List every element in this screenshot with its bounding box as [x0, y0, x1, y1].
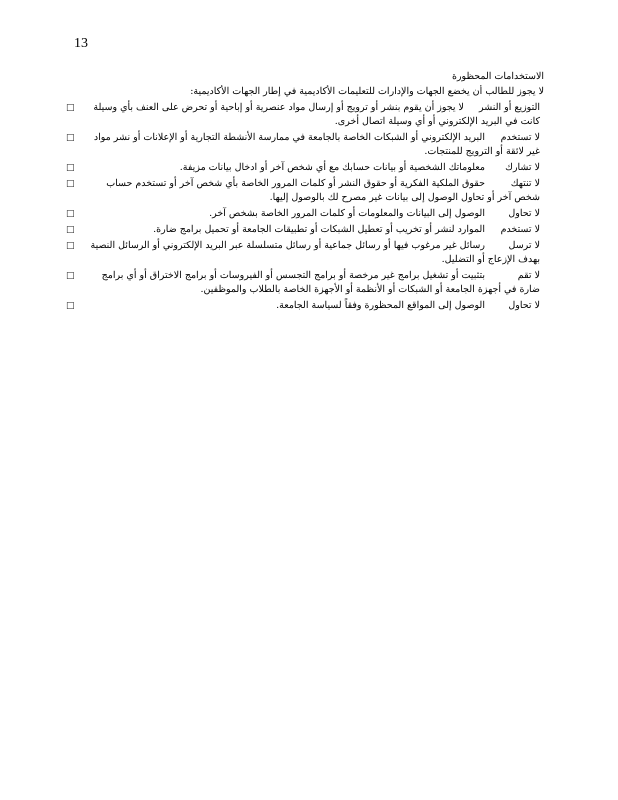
- bullet-icon: □: [66, 241, 75, 251]
- item-term: لا تنتهك: [510, 178, 540, 189]
- item-description: البريد الإلكتروني أو الشبكات الخاصة بالجامعة في ممارسة الأنشطة التجارية أو الإعلانات أو نشر مواد غير لائقة أو الترويج للمنتجات.: [93, 132, 540, 157]
- item-description: بتثبيت أو تشغيل برامج غير مرخصة أو برامج التجسس أو الفيروسات أو برامج الاختراق أو أي برامج ضارة في أجهزة الجامعة أو الشبكات أو الأنظمة أو الأجهزة الخاصة بالطلاب والموظفين.: [101, 270, 540, 295]
- section-heading: الاستخدامات المحظورة: [451, 71, 544, 82]
- item-description: الوصول إلى البيانات والمعلومات أو كلمات المرور الخاصة بشخص آخر.: [209, 208, 485, 219]
- item-term: لا ترسل: [508, 240, 540, 251]
- item-term: لا تستخدم: [500, 132, 540, 143]
- list-item: [60, 269, 544, 297]
- list-item: [60, 161, 544, 175]
- prohibited-uses-list: [60, 101, 544, 313]
- item-term: لا تقم: [517, 270, 540, 281]
- item-description: لا يجوز أن يقوم بنشر أو ترويج أو إرسال مواد عنصرية أو إباحية أو تحرض على العنف بأي وسيلة كانت في البريد الإلكتروني أو أي وسيلة اتصال أخرى.: [93, 102, 540, 127]
- list-item: [60, 131, 544, 159]
- list-item: [60, 207, 544, 221]
- item-description: رسائل غير مرغوب فيها أو رسائل جماعية أو رسائل متسلسلة عبر البريد الإلكتروني أو الرسائل النصية بهدف الإزعاج أو التضليل.: [90, 240, 540, 265]
- bullet-icon: □: [66, 271, 75, 281]
- document-body: [60, 70, 544, 315]
- section-intro: لا يجوز للطالب أن يخضع الجهات والإدارات للتعليمات الأكاديمية في إطار الجهات الأكاديمية:: [190, 86, 544, 97]
- item-description: الوصول إلى المواقع المحظورة وفقاً لسياسة الجامعة.: [276, 300, 485, 311]
- item-term: لا تحاول: [508, 300, 540, 311]
- list-item: [60, 223, 544, 237]
- page-number: 13: [74, 36, 88, 51]
- bullet-icon: □: [66, 209, 75, 219]
- item-term: لا تستخدم: [500, 224, 540, 235]
- list-item: [60, 177, 544, 205]
- list-item: [60, 239, 544, 267]
- bullet-icon: □: [66, 301, 75, 311]
- item-description: الموارد لنشر أو تخريب أو تعطيل الشبكات أو تطبيقات الجامعة أو تحميل برامج ضارة.: [153, 224, 485, 235]
- bullet-icon: □: [66, 163, 75, 173]
- item-term: لا تشارك: [505, 162, 540, 173]
- list-item: [60, 299, 544, 313]
- item-term: التوزيع أو النشر: [479, 102, 540, 113]
- item-description: حقوق الملكية الفكرية أو حقوق النشر أو كلمات المرور الخاصة بأي شخص آخر أو تستخدم حساب شخص آخر أو تحاول الوصول إلى بيانات غير مصرح لك بالوصول إليها.: [106, 178, 540, 203]
- item-description: معلوماتك الشخصية أو بيانات حسابك مع أي شخص آخر أو ادخال بيانات مزيفة.: [179, 162, 485, 173]
- bullet-icon: □: [66, 133, 75, 143]
- bullet-icon: □: [66, 179, 75, 189]
- bullet-icon: □: [66, 225, 75, 235]
- bullet-icon: □: [66, 103, 75, 113]
- list-item: [60, 101, 544, 129]
- item-term: لا تحاول: [508, 208, 540, 219]
